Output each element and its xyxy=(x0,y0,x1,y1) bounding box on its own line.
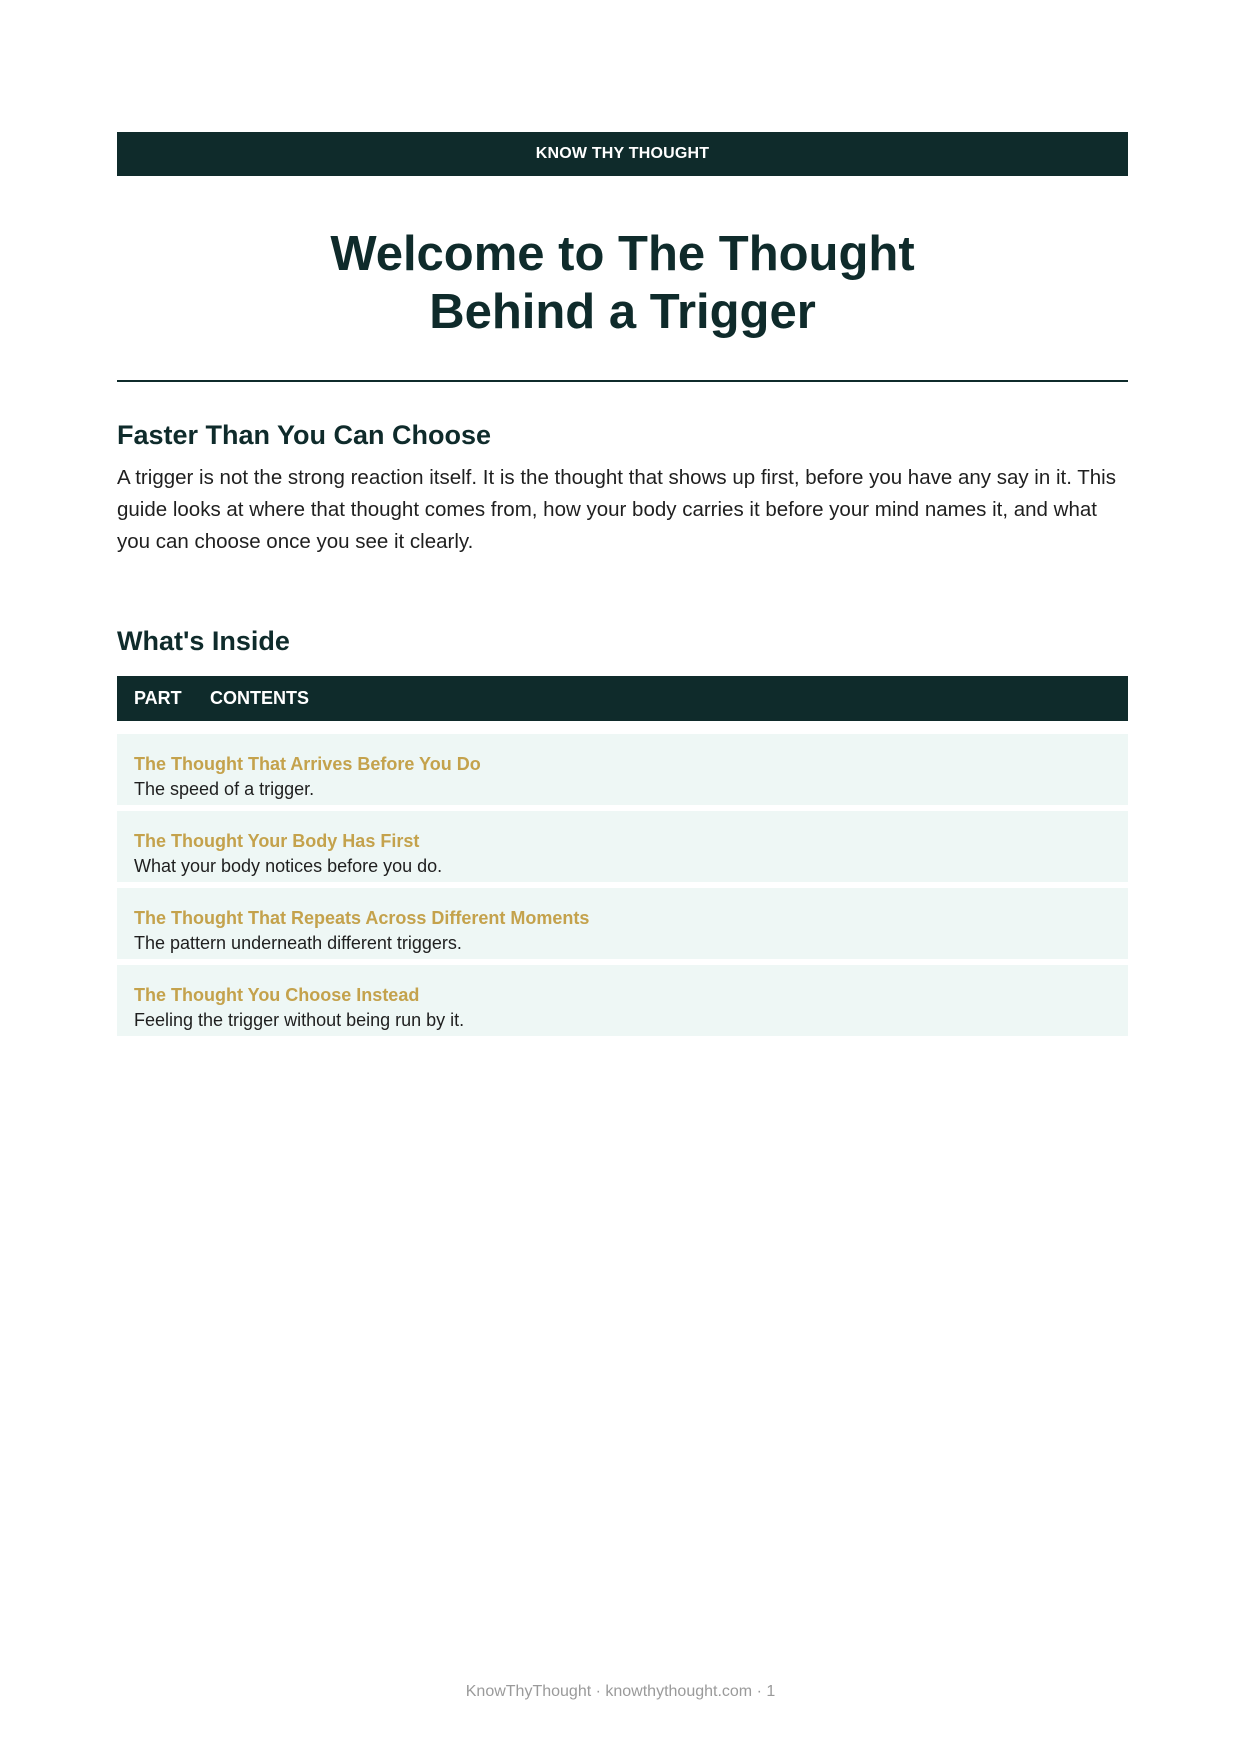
table-row xyxy=(117,734,1128,805)
contents-table-body xyxy=(117,734,1128,1036)
part-title: The Thought That Repeats Across Different Moments xyxy=(134,908,590,928)
brand-name: KNOW THY THOUGHT xyxy=(535,145,710,162)
part-title: The Thought Your Body Has First xyxy=(134,831,420,851)
brand-header-bar xyxy=(117,132,1128,176)
table-row xyxy=(117,965,1128,1036)
column-header-contents: CONTENTS xyxy=(210,688,309,708)
intro-paragraph: A trigger is not the strong reaction itself. It is the thought that shows up first, before you have any say in it. This guide looks at where that thought comes from, how your body carries it before your mind names it, and what you can choose once you see it clearly. xyxy=(117,466,1116,553)
part-description: What your body notices before you do. xyxy=(134,856,443,876)
page-title-line-1: Welcome to The Thought xyxy=(330,227,915,281)
intro-heading: Faster Than You Can Choose xyxy=(117,420,492,450)
column-header-part: PART xyxy=(134,688,182,708)
part-title: The Thought That Arrives Before You Do xyxy=(134,754,481,774)
page-title xyxy=(117,225,1128,341)
part-title: The Thought You Choose Instead xyxy=(134,985,420,1005)
contents-table-header xyxy=(117,676,1128,721)
part-description: The pattern underneath different triggers. xyxy=(134,933,462,953)
part-description: Feeling the trigger without being run by it. xyxy=(134,1010,465,1030)
table-row xyxy=(117,811,1128,882)
page-title-line-2: Behind a Trigger xyxy=(429,285,816,339)
contents-heading: What's Inside xyxy=(117,626,290,656)
document-page xyxy=(117,132,1128,1042)
page-footer: KnowThyThought · knowthythought.com · 1 xyxy=(465,1683,776,1700)
title-divider xyxy=(117,380,1128,382)
table-row xyxy=(117,888,1128,959)
part-description: The speed of a trigger. xyxy=(134,779,315,799)
